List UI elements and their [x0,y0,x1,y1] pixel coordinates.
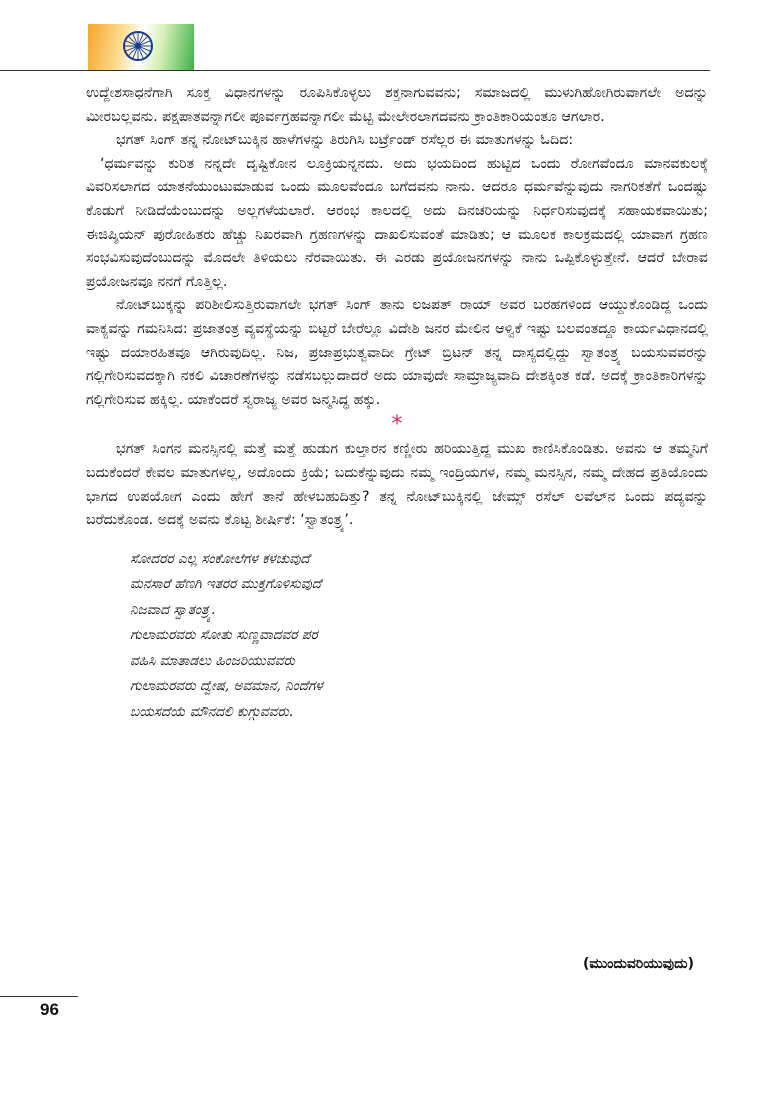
poem-line: ವಹಿಸಿ ಮಾತಾಡಲು ಹಿಂಜರಿಯುವವರು [130,652,295,669]
continued-label: (ಮುಂದುವರಿಯುವುದು) [583,956,694,972]
poem-line: ಸೋದರರ ಎಲ್ಲ ಸಂಕೋಲೆಗಳ ಕಳಚುವುದೆ [130,550,310,567]
paragraph: ಭಗತ್ ಸಿಂಗನ ಮನಸ್ಸಿನಲ್ಲಿ ಮತ್ತೆ ಮತ್ತೆ ಹುಡುಗ ಕುಲ್ತಾರನ ಕಣ್ಣೀರು ಹರಿಯುತ್ತಿದ್ದ ಮುಖ ಕಾಣಿಸಿಕೊಂಡಿತು. ಅವನು ಆ ತಮ್ಮನಿಗೆ ಬದುಕೆಂದರೆ ಕೇವಲ ಮಾತುಗಳಲ್ಲ, ಅದೊಂದು ಕ್ರಿಯೆ; ಬದುಕೆನ್ನುವುದು ನಮ್ಮ ಇಂದ್ರಿಯಗಳ, ನಮ್ಮ ಮನಸ್ಸಿನ, ನಮ್ಮ ದೇಹದ ಪ್ರತಿಯೊಂದು ಭಾಗದ ಉಪಯೋಗ ಎಂದು ಹೇಗೆ ತಾನೆ ಹೇಳಬಹುದಿತ್ತು? ತನ್ನ ನೋಟ್‌ಬುಕ್ಕಿನಲ್ಲಿ ಜೇಮ್ಸ್ ರಸೆಲ್ ಲವೆಲ್‌ನ ಒಂದು ಪದ್ಯವನ್ನು ಬರೆದುಕೊಂಡ. ಅದಕ್ಕೆ ಅವನು ಕೊಟ್ಟ ಶೀರ್ಷಿಕೆ: ‘ಸ್ವಾತಂತ್ರ್ಯ’. [86,441,708,529]
header-divider [0,70,710,71]
page-number: 96 [40,1000,59,1019]
poem-line: ನಿಜವಾದ ಸ್ವಾತಂತ್ರ್ಯ. [130,601,216,618]
paragraph: ನೋಟ್‌ಬುಕ್ಕನ್ನು ಪರಿಶೀಲಿಸುತ್ತಿರುವಾಗಲೇ ಭಗತ್ ಸಿಂಗ್ ತಾನು ಲಜಪತ್ ರಾಯ್ ಅವರ ಬರಹಗಳಿಂದ ಆಯ್ದುಕೊಂಡಿದ್ದ ಒಂದು ವಾಕ್ಯವನ್ನು ಗಮನಿಸಿದ: ಪ್ರಜಾತಂತ್ರ ವ್ಯವಸ್ಥೆಯನ್ನು ಬಿಟ್ಟರೆ ಬೇರೆಲ್ಲೂ ವಿದೇಶಿ ಜನರ ಮೇಲಿನ ಆಳ್ವಿಕೆ ಇಷ್ಟು ಬಲವಂತದ್ದೂ ಕಾರ್ಯವಿಧಾನದಲ್ಲಿ ಇಷ್ಟು ದಯಾರಹಿತವೂ ಆಗಿರುವುದಿಲ್ಲ. ನಿಜ, ಪ್ರಜಾಪ್ರಭುತ್ವವಾದೀ ಗ್ರೇಟ್ ಬ್ರಿಟನ್ ತನ್ನ ದಾಸ್ಯದಲ್ಲಿದ್ದು ಸ್ವಾತಂತ್ರ್ಯ ಬಯಸುವವರನ್ನು ಗಲ್ಲಿಗೇರಿಸುವದಕ್ಕಾಗಿ ನಕಲಿ ವಿಚಾರಣೆಗಳನ್ನು ನಡೆಸಬಲ್ಲುದಾದರೆ ಅದು ಯಾವುದೇ ಸಾಮ್ರಾಜ್ಯವಾದಿ ದೇಶಕ್ಕಿಂತ ಕಡೆ. ಅದಕ್ಕೆ ಕ್ರಾಂತಿಕಾರಿಗಳನ್ನು ಗಲ್ಲಿಗೇರಿಸುವ ಹಕ್ಕಿಲ್ಲ. ಯಾಕೆಂದರೆ ಸ್ವರಾಜ್ಯ ಅವರ ಜನ್ಮಸಿದ್ಧ ಹಕ್ಕು. [86,297,708,408]
paragraph: ಉದ್ದೇಶಸಾಧನೆಗಾಗಿ ಸೂಕ್ತ ವಿಧಾನಗಳನ್ನು ರೂಪಿಸಿಕೊಳ್ಳಲು ಶಕ್ತನಾಗುವವನು; ಸಮಾಜದಲ್ಲಿ ಮುಳುಗಿಹೋಗಿರುವಾಗಲೇ ಅದನ್ನು ಮೀರಬಲ್ಲವನು. ಪಕ್ಷಪಾತವನ್ನಾಗಲೀ ಪೂರ್ವಗ್ರಹವನ್ನಾಗಲೀ ಮೆಟ್ಟಿ ಮೇಲೇರಲಾಗದವನು ಕ್ರಾಂತಿಕಾರಿಯಂತೂ ಆಗಲಾರ. [86,85,708,125]
poem-line: ಗುಲಾಮರವರು ದ್ವೇಷ, ಅವಮಾನ, ನಿಂದೆಗಳ [130,678,323,695]
footer-divider [0,996,78,997]
ashoka-chakra-icon [122,30,154,62]
quoted-paragraph: ‘ಧರ್ಮವನ್ನು ಕುರಿತ ನನ್ನದೇ ದೃಷ್ಟಿಕೋನ ಲೂಕ್ರಿಯನ್ನನದು. ಅದು ಭಯದಿಂದ ಹುಟ್ಟಿದ ಒಂದು ರೋಗವೆಂದೂ ಮಾನವಕುಲಕ್ಕೆ ವಿವರಿಸಲಾಗದ ಯಾತನೆಯುಂಟುಮಾಡುವ ಒಂದು ಮೂಲವೆಂದೂ ಬಗೆದವನು ನಾನು. ಆದರೂ ಧರ್ಮವೆನ್ನುವುದು ನಾಗರಿಕತೆಗೆ ಒಂದಷ್ಟು ಕೊಡುಗೆ ನೀಡಿದೆಯೆಂಬುದನ್ನು ಅಲ್ಲಗಳೆಯಲಾರೆ. ಆರಂಭ ಕಾಲದಲ್ಲಿ ಅದು ದಿನಚರಿಯನ್ನು ನಿರ್ಧರಿಸುವುದಕ್ಕೆ ಸಹಾಯಕವಾಯಿತು; ಈಜಿಪ್ಶಿಯನ್ ಪುರೋಹಿತರು ಹೆಚ್ಚು ನಿಖರವಾಗಿ ಗ್ರಹಣಗಳನ್ನು ದಾಖಲಿಸುವಂತೆ ಮಾಡಿತು; ಆ ಮೂಲಕ ಕಾಲಕ್ರಮದಲ್ಲಿ ಯಾವಾಗ ಗ್ರಹಣ ಸಂಭವಿಸುವುದೆಂಬುದನ್ನು ಮೊದಲೇ ತಿಳಿಯಲು ನೆರವಾಯಿತು. ಈ ಎರಡು ಪ್ರಯೋಜನಗಳನ್ನು ನಾನು ಒಪ್ಪಿಕೊಳ್ಳುತ್ತೇನೆ. ಆದರೆ ಬೇರಾವ ಪ್ರಯೋಜನವೂ ನನಗೆ ಗೊತ್ತಿಲ್ಲ. [86,155,708,290]
poem-line: ಮನಸಾರೆ ಹೆಣಗಿ ಇತರರ ಮುಕ್ತಗೊಳಿಸುವುದೆ [130,576,322,593]
poem-line: ಬಯಸದೆಯೆ ಮೌನದಲಿ ಕುಗ್ಗುವವರು. [130,703,294,720]
poem-block [130,547,708,726]
page-body [86,82,708,725]
paragraph: ಭಗತ್ ಸಿಂಗ್ ತನ್ನ ನೋಟ್‌ಬುಕ್ಕಿನ ಹಾಳೆಗಳನ್ನು ತಿರುಗಿಸಿ ಬರ್ಟ್ರೆಂಡ್ ರಸೆಲ್ಲರ ಈ ಮಾತುಗಳನ್ನು ಓದಿದ: [116,132,574,149]
poem-line: ಗುಲಾಮರವರು ಸೋತು ಸುಣ್ಣವಾದವರ ಪರ [130,627,318,644]
header-flag-logo [88,24,194,70]
section-separator: * [391,412,403,438]
